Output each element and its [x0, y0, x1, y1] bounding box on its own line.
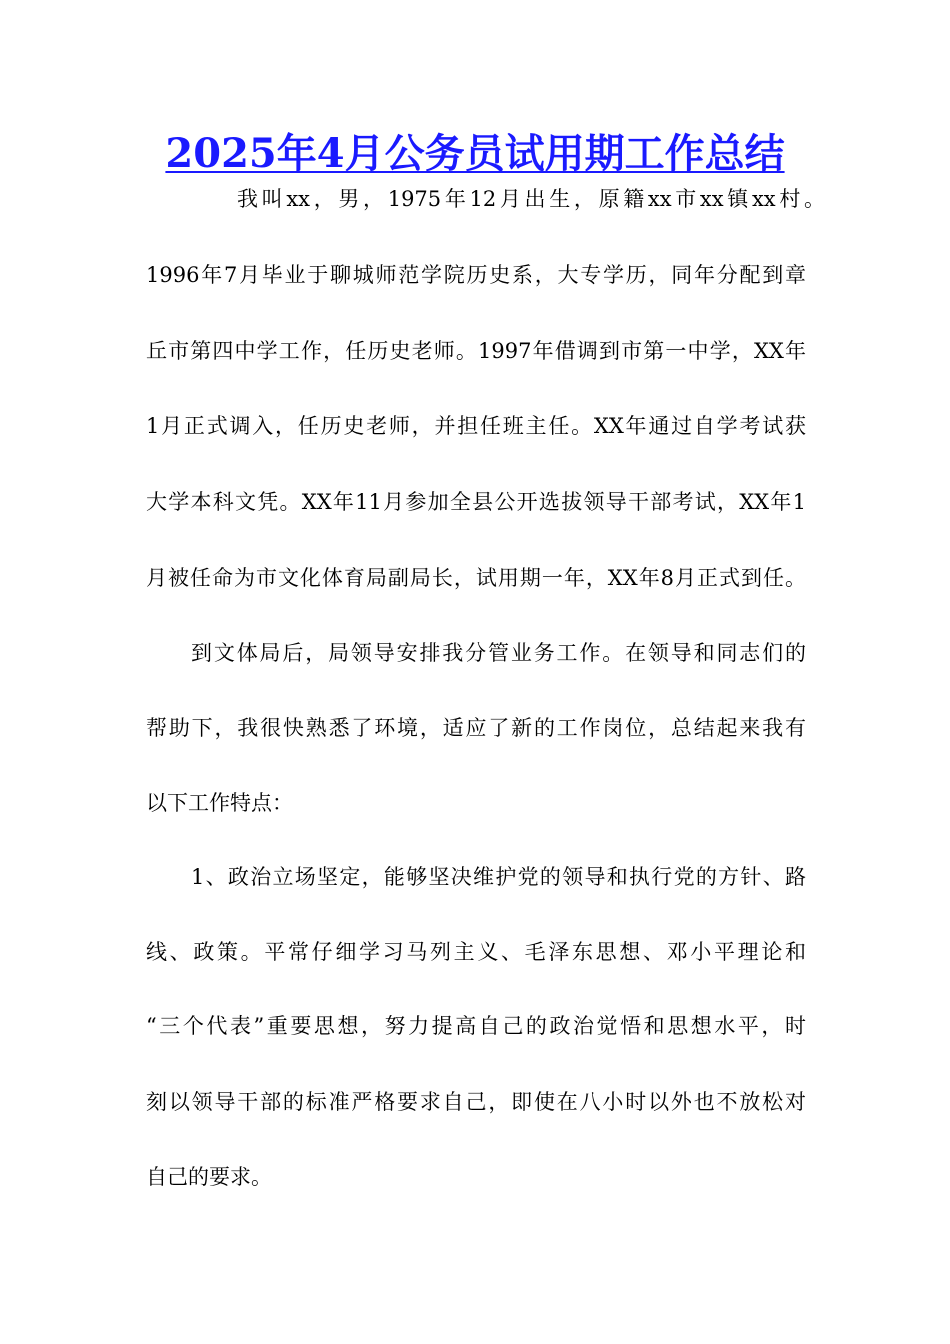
paragraph-line: 丘市第四中学工作，任历史老师。1997年借调到市第一中学，XX年 [146, 339, 806, 363]
paragraph-line: 我叫xx，男，1975年12月出生，原籍xx市xx镇xx村。 [237, 187, 825, 211]
paragraph-line: 刻以领导干部的标准严格要求自己，即使在八小时以外也不放松对 [146, 1090, 806, 1114]
paragraph-line: 线、政策。平常仔细学习马列主义、毛泽东思想、邓小平理论和 [146, 940, 806, 964]
paragraph-line: 自己的要求。 [146, 1165, 272, 1189]
paragraph-line: 到文体局后，局领导安排我分管业务工作。在领导和同志们的 [191, 641, 806, 665]
document-title: 2025年4月公务员试用期工作总结 [165, 130, 785, 177]
paragraph-line: 1、政治立场坚定，能够坚决维护党的领导和执行党的方针、路 [191, 865, 806, 889]
paragraph-line: 以下工作特点： [146, 791, 293, 815]
paragraph-line: 大学本科文凭。XX年11月参加全县公开选拔领导干部考试，XX年1 [146, 490, 806, 514]
paragraph-line: 1月正式调入，任历史老师，并担任班主任。XX年通过自学考试获 [146, 414, 806, 438]
paragraph-line: 月被任命为市文化体育局副局长，试用期一年，XX年8月正式到任。 [146, 566, 806, 590]
paragraph-line: 帮助下，我很快熟悉了环境，适应了新的工作岗位，总结起来我有 [146, 716, 806, 740]
paragraph-line: “三个代表”重要思想，努力提高自己的政治觉悟和思想水平，时 [146, 1014, 806, 1038]
paragraph-line: 1996年7月毕业于聊城师范学院历史系，大专学历，同年分配到章 [146, 263, 806, 287]
